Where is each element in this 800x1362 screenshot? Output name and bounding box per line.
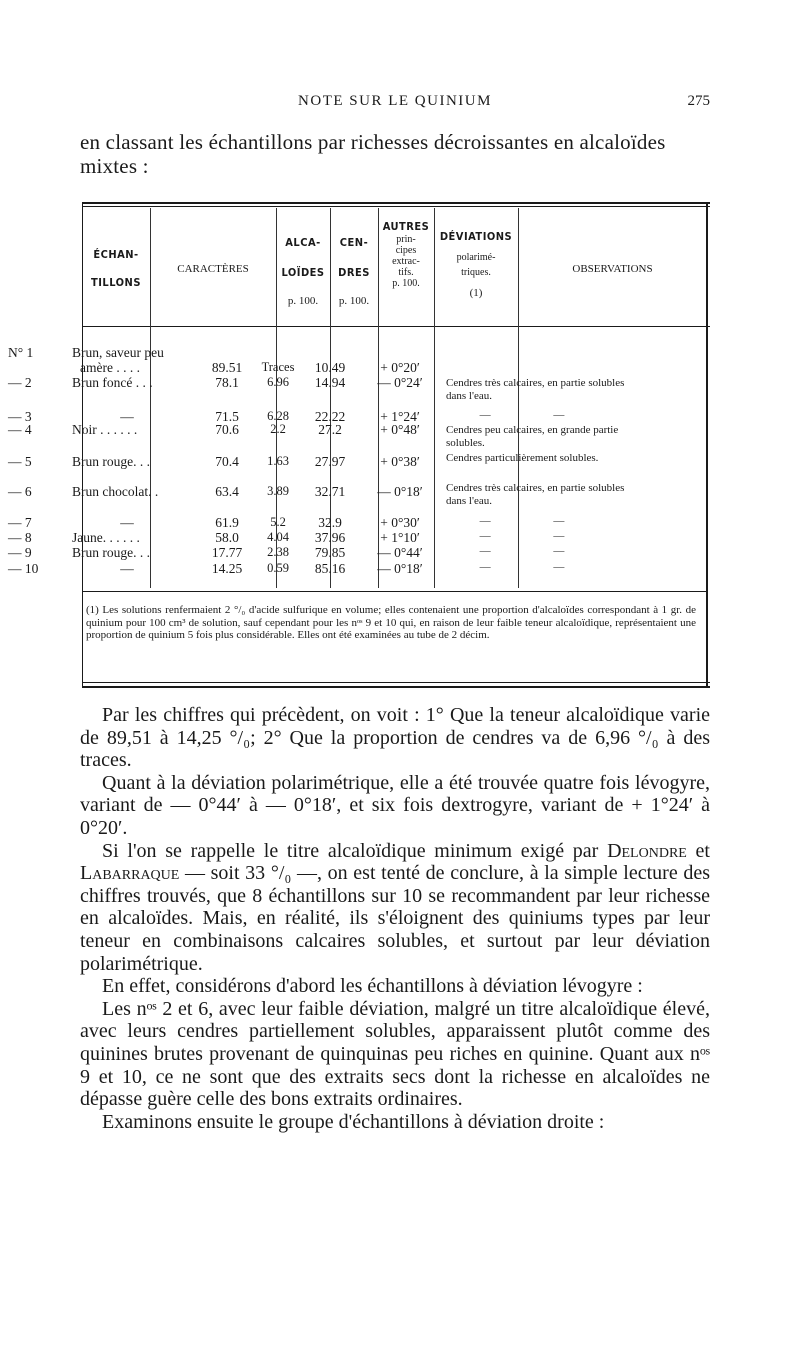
header-text: extrac- (392, 256, 420, 267)
cell-autres: 32.71 (314, 484, 346, 499)
cell-observation: Cendres très calcaires, en partie solubles dans l'eau. (446, 377, 625, 402)
cell-deviation: + 0°20′ (380, 360, 420, 375)
cell-observation: Cendres très calcaires, en partie solubles dans l'eau. (446, 482, 625, 507)
header-text: DRES (338, 266, 370, 279)
cell-caracteres: — (120, 409, 134, 424)
cell-no: — 4 (8, 422, 32, 437)
cell-cendres: 6.96 (267, 375, 289, 389)
paragraph: En effet, considérons d'abord les échantillons à déviation lévogyre : (102, 975, 643, 998)
header-observations (519, 262, 706, 276)
header-autres (379, 220, 433, 289)
header-alcaloides (277, 236, 329, 308)
cell-caracteres-line: Brun, saveur peu (72, 345, 164, 360)
cell-no: — 8 (8, 530, 32, 545)
header-text: LOÏDES (281, 266, 325, 279)
cell-no: — 6 (8, 484, 32, 499)
cell-cendres: 4.04 (267, 530, 289, 544)
cell-deviation: + 1°24′ (380, 409, 420, 424)
paragraph: Examinons ensuite le groupe d'échantillons à déviation droite : (102, 1110, 605, 1133)
header-text: polarimé- (456, 252, 496, 263)
header-text: AUTRES (382, 220, 430, 233)
cell-observation: Cendres peu calcaires, en grande partie solubles. (446, 424, 619, 449)
header-text: TILLONS (91, 276, 141, 289)
header-text: CEN- (339, 236, 369, 249)
header-text: p. 100. (392, 278, 420, 289)
table-bottom-rule (82, 682, 710, 683)
header-text: DÉVIATIONS (439, 230, 513, 243)
header-text: CARACTÈRES (177, 263, 249, 275)
paragraph: Par les chiffres qui précèdent, on voit : 1° Que la teneur alcaloïdique varie de 89,51 à 14,25 °/₀; 2° Que la proportion de cendres va de 6,96 °/₀ à des traces. (80, 704, 710, 772)
cell-alcaloides: 70.4 (215, 454, 239, 469)
header-text: tifs. (398, 267, 414, 278)
cell-deviation: — 0°18′ (377, 561, 423, 576)
cell-autres: 14.94 (314, 375, 346, 390)
cell-no: — 10 (8, 561, 39, 576)
cell-cendres: Traces (261, 360, 295, 374)
cell-no: — 9 (8, 545, 32, 560)
cell-caracteres: — (120, 515, 134, 530)
cell-cendres: 6.28 (267, 409, 289, 423)
cell-alcaloides: 63.4 (215, 484, 239, 499)
cell-alcaloides: 89.51 (211, 360, 243, 375)
cell-observation: Cendres particulièrement solubles. (446, 452, 599, 464)
cell-observation: — — (479, 409, 595, 421)
cell-autres: 27.97 (314, 454, 346, 469)
cell-observation: — — (479, 561, 595, 573)
cell-caracteres: Jaune. . . . . . (72, 530, 140, 545)
header-text: ALCA- (285, 236, 321, 249)
cell-alcaloides: 58.0 (215, 530, 239, 545)
table-top-rule (82, 202, 710, 204)
text-run: et (686, 839, 710, 862)
header-text: p. 100. (287, 295, 319, 307)
cell-autres: 37.96 (314, 530, 346, 545)
cell-deviation: + 0°30′ (380, 515, 420, 530)
cell-cendres: 2.2 (270, 422, 286, 436)
cell-caracteres: Brun foncé . . . (72, 375, 153, 390)
paragraph (80, 840, 710, 976)
cell-alcaloides: 71.5 (215, 409, 239, 424)
header-text: prin- (396, 234, 416, 245)
cell-no: N° 1 (8, 345, 34, 360)
header-text: triques. (461, 267, 491, 278)
cell-observation: — — (479, 545, 595, 557)
text-run: — soit 33 °/₀ —, on est tenté de conclure, à la simple lecture des chiffres trouvés, que 8 échantillons sur 10 se recommandent par leur richesse en alcaloïdes. Mais, en réalité, ils s'éloignent des quiniums types par leur teneur en combinaisons calcaires solubles, et surtout par leur déviation polarimétrique. (80, 862, 710, 975)
cell-no: — 3 (8, 409, 32, 424)
cell-autres: 79.85 (314, 545, 346, 560)
cell-autres: 27.2 (318, 422, 342, 437)
cell-deviation: + 0°38′ (380, 454, 420, 469)
header-caracteres (152, 262, 274, 276)
cell-cendres: 3.89 (267, 484, 289, 498)
table-right-rule (706, 204, 708, 688)
cell-deviation: — 0°24′ (377, 375, 423, 390)
cell-alcaloides: 14.25 (211, 561, 243, 576)
cell-caracteres: Brun chocolat. . (72, 484, 159, 499)
cell-alcaloides: 61.9 (215, 515, 239, 530)
cell-deviation: — 0°18′ (377, 484, 423, 499)
cell-observation: — — (479, 515, 595, 527)
cell-no: — 7 (8, 515, 32, 530)
cell-autres: 85.16 (314, 561, 346, 576)
paragraph: Les nᵒˢ 2 et 6, avec leur faible déviation, malgré un titre alcaloïdique élevé, avec leurs cendres partiellement solubles, apparaissent plutôt comme des quinines brutes provenant de quinquinas peu riches en quinine. Quant aux nᵒˢ 9 et 10, ce ne sont que des extraits secs dont la richesse en alcaloïdes ne dépasse guère celle des bons extraits ordinaires. (80, 997, 710, 1111)
cell-deviation: — 0°44′ (377, 545, 423, 560)
header-divider (82, 326, 710, 327)
header-text: cipes (395, 245, 417, 256)
cell-alcaloides: 70.6 (215, 422, 239, 437)
cell-cendres: 1.63 (267, 454, 289, 468)
cell-autres: 22.22 (314, 409, 346, 424)
body-bottom-rule (82, 591, 708, 592)
cell-caracteres (72, 345, 200, 375)
cell-caracteres: Noir . . . . . . (72, 422, 138, 437)
header-echantillons (84, 248, 148, 290)
cell-cendres: 0.59 (267, 561, 289, 575)
cell-caracteres: Brun rouge. . . (72, 545, 150, 560)
header-text: (1) (469, 287, 483, 299)
cell-deviation: + 1°10′ (380, 530, 420, 545)
cell-deviation: + 0°48′ (380, 422, 420, 437)
running-head (80, 93, 710, 117)
text-run: Si l'on se rappelle le titre alcaloïdique minimum exigé par (102, 839, 608, 862)
table-top-rule-inner (82, 206, 710, 207)
table-left-rule (82, 204, 83, 688)
cell-autres: 32.9 (318, 515, 342, 530)
cell-caracteres: Brun rouge. . . (72, 454, 150, 469)
page-number: 275 (687, 93, 710, 109)
table-bottom-rule-outer (82, 686, 710, 688)
header-text: OBSERVATIONS (572, 263, 653, 275)
cell-cendres: 2.38 (267, 545, 289, 559)
paragraph: Quant à la déviation polarimétrique, elle a été trouvée quatre fois lévogyre, variant de — 0°44′ à — 0°18′, et six fois dextrogyre, variant de + 1°24′ à 0°20′. (80, 771, 710, 839)
cell-no: — 2 (8, 375, 32, 390)
cell-no: — 5 (8, 454, 32, 469)
cell-autres: 10.49 (314, 360, 346, 375)
cell-caracteres: — (120, 561, 134, 576)
cell-observation: — — (479, 530, 595, 542)
header-deviations (435, 230, 517, 300)
author-name-delondre: Delondre (607, 839, 687, 862)
cell-alcaloides: 78.1 (215, 375, 239, 390)
table-footnote: (1) Les solutions renfermaient 2 °/₀ d'acide sulfurique en volume; elles contenaient une proportion d'alcaloïdes correspondant à 1 gr. de quinium pour 100 cm³ de solution, sauf cependant pour les nᵒˢ 9 et 10 qui, en raison de leur faible teneur alcaloïdique, représentaient une proportion de quinium 5 fois plus considérable. Elles ont été examinées au tube de 2 décim. (86, 604, 696, 641)
header-text: ÉCHAN- (93, 248, 139, 261)
cell-alcaloides: 17.77 (211, 545, 243, 560)
intro-text: en classant les échantillons par richesses décroissantes en alcaloïdes mixtes : (80, 130, 666, 178)
header-cendres (331, 236, 377, 308)
header-text: p. 100. (338, 295, 370, 307)
running-title: NOTE SUR LE QUINIUM (298, 93, 492, 109)
cell-caracteres-line: amère . . . . (80, 360, 140, 375)
body-text (80, 704, 710, 1133)
author-name-labarraque: Labarraque (80, 862, 180, 885)
cell-cendres: 5.2 (270, 515, 286, 529)
